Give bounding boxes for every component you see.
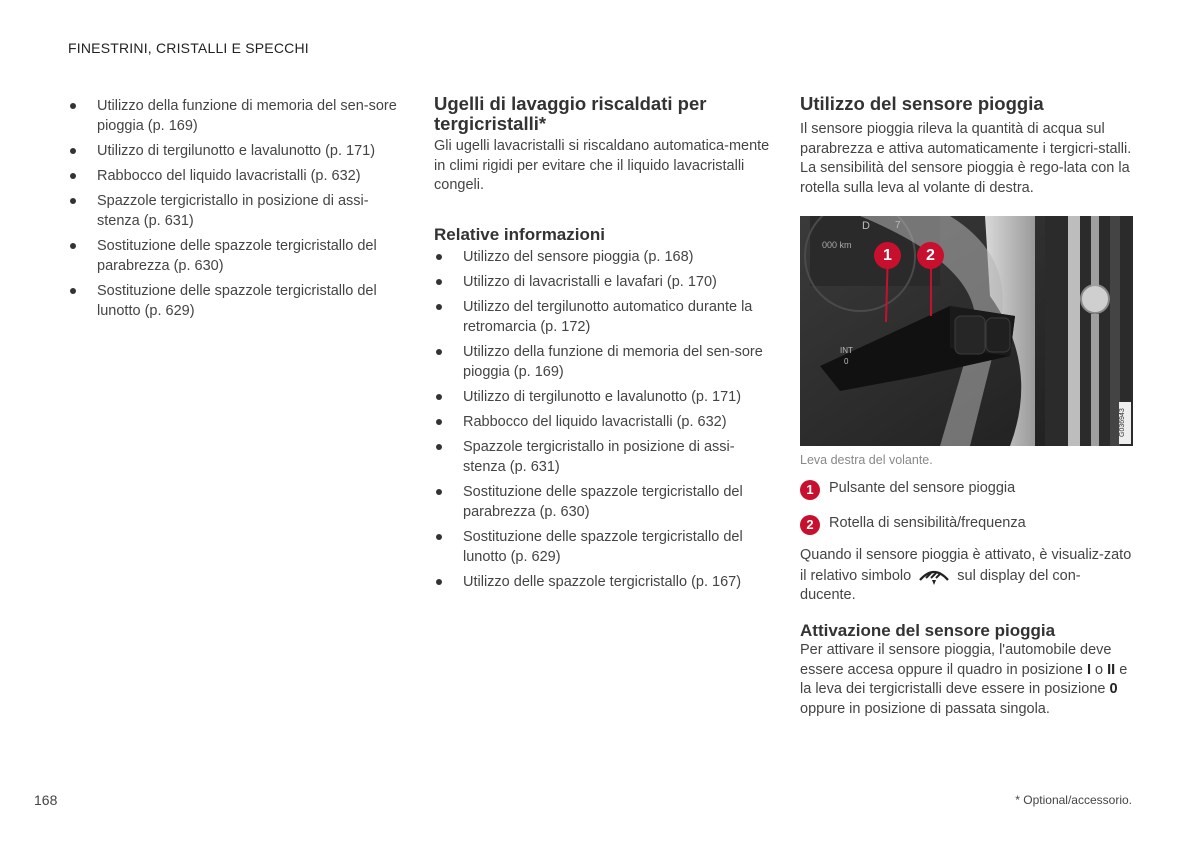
activation-text: oppure in posizione di passata singola. [800, 700, 1050, 717]
activation-text: e la leva dei tergicristalli deve essere in posizione [800, 661, 1128, 698]
callout-number: 2 [800, 515, 820, 535]
legend-item [800, 478, 1135, 500]
list-item[interactable]: Spazzole tergicristallo in posizione di assi-stenza (p. 631) [434, 437, 774, 477]
legend-item [800, 513, 1135, 535]
list-item[interactable]: Sostituzione delle spazzole tergicristallo del parabrezza (p. 630) [68, 236, 398, 276]
lever-position: 0 [1109, 681, 1118, 698]
list-item[interactable]: Sostituzione delle spazzole tergicristallo del lunotto (p. 629) [68, 281, 398, 321]
display-readout: 000 km [822, 240, 852, 250]
section-paragraph: Il sensore pioggia rileva la quantità di acqua sul parabrezza e attiva automaticamente i tergicri-stalli. La sensibilità del sensore pioggia è rego-lata con la rotella sulla leva al volante di destra. [800, 121, 1132, 196]
lever-label: 0 [844, 357, 849, 366]
activation-text: o [1095, 661, 1104, 678]
activation-paragraph [800, 641, 1135, 719]
column-left [68, 94, 398, 326]
footnote: * Optional/accessorio. [1015, 793, 1132, 807]
lever-illustration [800, 216, 1133, 446]
list-item[interactable]: Utilizzo di tergilunotto e lavalunotto (p. 171) [434, 387, 774, 407]
list-item[interactable]: Sostituzione delle spazzole tergicristallo del lunotto (p. 629) [434, 527, 774, 567]
rain-sensor-icon [917, 566, 951, 586]
symbol-text: sul display del con-ducente. [800, 567, 1081, 603]
ignition-position: II [1107, 661, 1116, 678]
section-paragraph: Gli ugelli lavacristalli si riscaldano automatica-mente in climi rigidi per evitare che il liquido lavacristalli congeli. [434, 138, 770, 193]
section-heading: Utilizzo del sensore pioggia [800, 93, 1044, 114]
page-number: 168 [34, 792, 58, 808]
column-right [800, 94, 1135, 719]
related-links-list [434, 247, 774, 592]
list-item[interactable]: Utilizzo delle spazzole tergicristallo (p. 167) [434, 572, 774, 592]
list-item[interactable]: Sostituzione delle spazzole tergicristallo del parabrezza (p. 630) [434, 482, 774, 522]
list-item[interactable]: Spazzole tergicristallo in posizione di assi-stenza (p. 631) [68, 191, 398, 231]
list-item[interactable]: Utilizzo di lavacristalli e lavafari (p. 170) [434, 272, 774, 292]
section-heading: Ugelli di lavaggio riscaldati per tergicristalli* [434, 93, 707, 134]
callout-2: 2 [917, 242, 944, 269]
legend-text: Rotella di sensibilità/frequenza [829, 515, 1026, 531]
list-item[interactable]: Utilizzo di tergilunotto e lavalunotto (p. 171) [68, 141, 398, 161]
image-code: G036943 [1119, 402, 1131, 444]
gauge-number: 7 [895, 220, 901, 231]
list-item[interactable]: Rabbocco del liquido lavacristalli (p. 632) [434, 412, 774, 432]
gauge-letter: D [862, 220, 870, 232]
callout-1: 1 [874, 242, 901, 269]
list-item[interactable]: Utilizzo del tergilunotto automatico durante la retromarcia (p. 172) [434, 297, 774, 337]
related-links-list [68, 96, 398, 321]
subsection-heading: Attivazione del sensore pioggia [800, 621, 1056, 641]
column-middle [434, 94, 774, 597]
symbol-paragraph [800, 546, 1135, 605]
list-item[interactable]: Utilizzo della funzione di memoria del sen-sore pioggia (p. 169) [434, 342, 774, 382]
list-item[interactable]: Utilizzo della funzione di memoria del sen-sore pioggia (p. 169) [68, 96, 398, 136]
legend-text: Pulsante del sensore pioggia [829, 480, 1016, 496]
lever-label: INT [840, 346, 853, 355]
list-item[interactable]: Utilizzo del sensore pioggia (p. 168) [434, 247, 774, 267]
callout-number: 1 [800, 480, 820, 500]
symbol-text: Quando il sensore pioggia è attivato, è visualiz-zato il relativo simbolo [800, 547, 1132, 584]
related-heading: Relative informazioni [434, 224, 605, 244]
steering-lever-photo [800, 216, 1133, 446]
figure-caption: Leva destra del volante. [800, 453, 933, 467]
page-header: FINESTRINI, CRISTALLI E SPECCHI [68, 40, 309, 56]
ignition-position: I [1086, 661, 1091, 678]
list-item[interactable]: Rabbocco del liquido lavacristalli (p. 632) [68, 166, 398, 186]
activation-text: Per attivare il sensore pioggia, l'automobile deve essere accesa oppure il quadro in posizione [800, 642, 1112, 678]
